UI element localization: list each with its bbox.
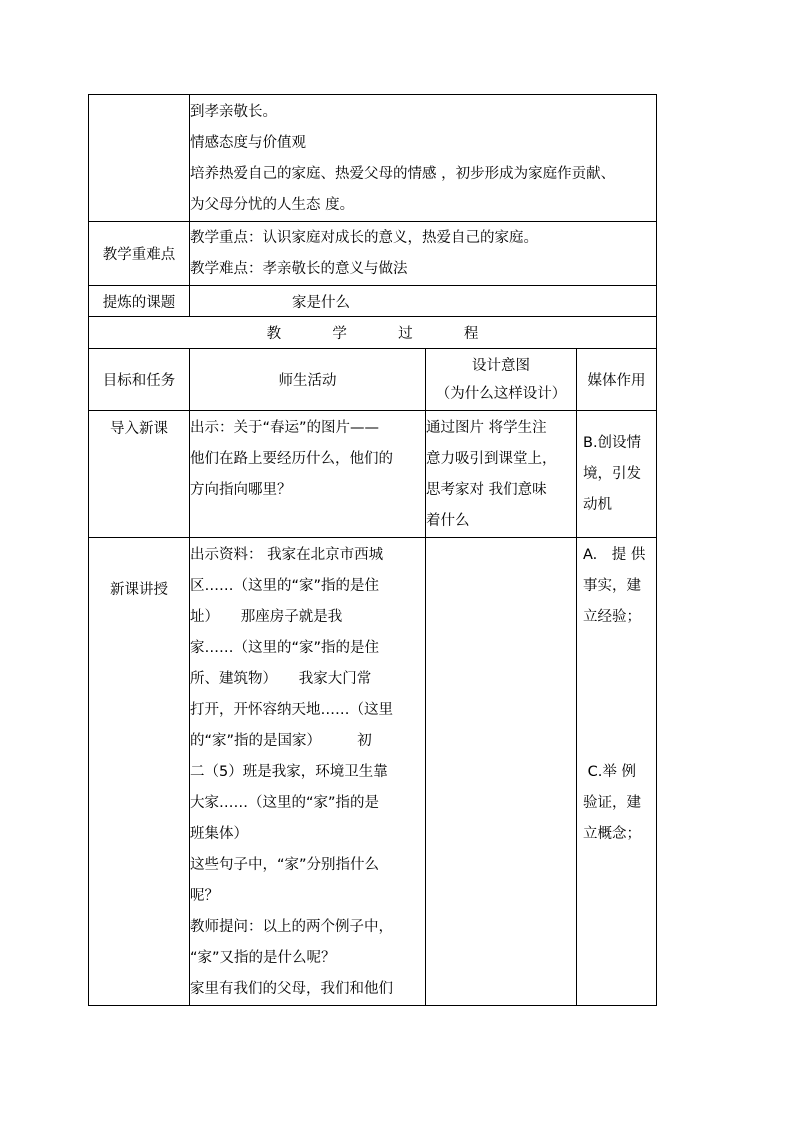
difficulty-label: 教学重难点 xyxy=(89,222,190,286)
activity-line: 址） 那座房子就是我 xyxy=(190,609,343,625)
task-cell: 导入新课 xyxy=(89,411,190,538)
header-activities: 师生活动 xyxy=(190,349,426,411)
activity-line: 区……（这里的“家”指的是住 xyxy=(190,578,380,594)
difficulty-row xyxy=(89,222,657,286)
activity-line: 出示：关于“春运”的图片—— xyxy=(190,420,380,436)
activity-line: 家里有我们的父母，我们和他们 xyxy=(190,981,393,997)
goals-line: 情感态度与价值观 xyxy=(190,135,306,151)
intent-line: 着什么 xyxy=(426,513,470,529)
goals-line: 到孝亲敬长。 xyxy=(190,104,277,120)
media-line: C.举 例 xyxy=(583,764,636,780)
intent-cell xyxy=(426,411,577,538)
header-media-role: 媒体作用 xyxy=(577,349,657,411)
topic-value-cell xyxy=(190,286,657,317)
activity-line: 这些句子中，“家”分别指什么 xyxy=(190,857,380,873)
activity-line: 家……（这里的“家”指的是住 xyxy=(190,640,380,656)
activity-cell xyxy=(190,538,426,1006)
activity-line: 出示资料： 我家在北京市西城 xyxy=(190,547,384,563)
goals-line: 为父母分忧的人生态 度。 xyxy=(190,197,355,213)
process-title-char: 教 xyxy=(266,326,282,342)
intent-line: 通过图片 将学生注 xyxy=(426,420,547,436)
task-cell: 新课讲授 xyxy=(89,538,190,1006)
activity-line: 方向指向哪里？ xyxy=(190,482,292,498)
topic-label: 提炼的课题 xyxy=(89,286,190,317)
lesson-plan-table xyxy=(88,94,657,1006)
table-row xyxy=(89,411,657,538)
media-cell xyxy=(577,411,657,538)
column-header-row xyxy=(89,349,657,411)
goals-label-cell xyxy=(89,95,190,222)
media-line: B.创设情 xyxy=(583,434,642,451)
process-title xyxy=(89,317,657,349)
media-line: 境，引发 xyxy=(583,465,641,482)
activity-line: 班集体） xyxy=(190,826,248,842)
process-title-char: 过 xyxy=(398,326,413,342)
goals-continuation-row xyxy=(89,95,657,222)
intent-cell xyxy=(426,538,577,1006)
activity-line: 所、建筑物） 我家大门常 xyxy=(190,671,372,687)
difficult-point-text: 教学难点：孝亲敬长的意义与做法 xyxy=(190,260,408,277)
goals-content-cell xyxy=(190,95,657,222)
media-line: 验证，建 xyxy=(583,795,641,811)
media-line: 动机 xyxy=(583,496,612,513)
intent-line: 思考家对 我们意味 xyxy=(426,482,547,498)
media-line: 立概念； xyxy=(583,826,641,842)
activity-line: 大家……（这里的“家”指的是 xyxy=(190,795,380,811)
activity-line: “家”又指的是什么呢？ xyxy=(190,950,336,966)
activity-line: 打开，开怀容纳天地……（这里 xyxy=(190,702,393,718)
difficulty-content-cell xyxy=(190,222,657,286)
header-goals-tasks: 目标和任务 xyxy=(89,349,190,411)
header-design-intent-subtitle: （为什么这样设计） xyxy=(435,385,567,402)
activity-line: 他们在路上要经历什么，他们的 xyxy=(190,451,393,467)
intent-line: 意力吸引到课堂上， xyxy=(426,451,557,467)
activity-cell xyxy=(190,411,426,538)
table-row xyxy=(89,538,657,1006)
activity-line: 呢？ xyxy=(190,888,219,904)
topic-value: 家是什么 xyxy=(292,294,350,311)
media-cell xyxy=(577,538,657,1006)
goals-line: 培养热爱自己的家庭、热爱父母的情感 ，初步形成为家庭作贡献、 xyxy=(190,166,616,182)
process-title-char: 学 xyxy=(332,326,347,342)
process-title-row xyxy=(89,317,657,349)
header-design-intent-title: 设计意图 xyxy=(472,357,530,374)
media-line: 事实，建 xyxy=(583,578,641,594)
process-title-char: 程 xyxy=(463,326,479,342)
activity-line: 二（5）班是我家，环境卫生靠 xyxy=(190,764,388,780)
activity-line: 教师提问：以上的两个例子中， xyxy=(190,919,393,935)
topic-row xyxy=(89,286,657,317)
key-point-text: 教学重点：认识家庭对成长的意义，热爱自己的家庭。 xyxy=(190,229,538,246)
activity-line: 的“家”指的是国家） 初 xyxy=(190,733,372,749)
header-design-intent xyxy=(426,349,577,411)
media-line: A. 提 供 xyxy=(583,547,646,563)
media-line: 立经验； xyxy=(583,609,641,625)
